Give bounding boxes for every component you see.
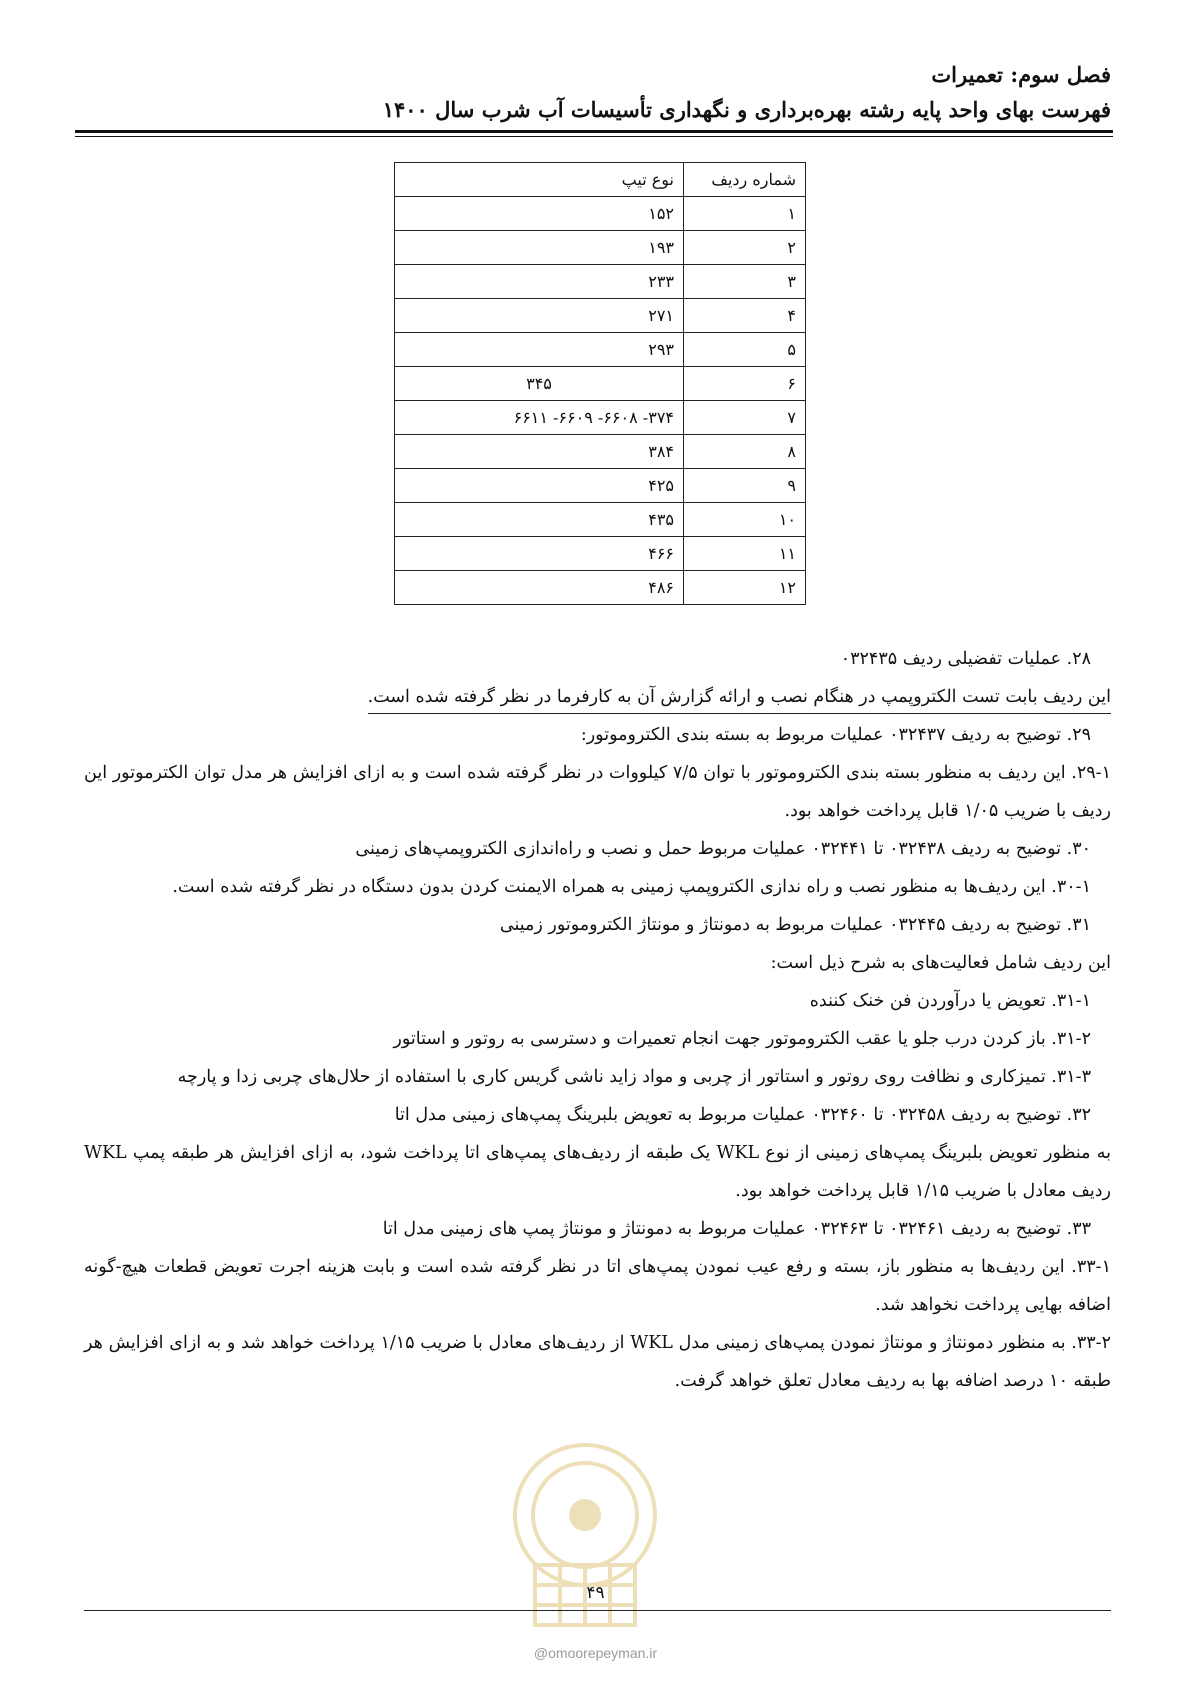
- type-cell: ۴۶۶: [395, 537, 684, 571]
- footer-rule: [84, 1610, 1111, 1611]
- item-30-1: ۳۰-۱. این ردیف‌ها به منظور نصب و راه ندازی الکتروپمپ زمینی به همراه الایمنت کردن بدون دستگاه در نظر گرفته شده است.: [172, 877, 1091, 897]
- item-33-heading: ۳۳. توضیح به ردیف ۰۳۲۴۶۱ تا ۰۳۲۴۶۳ عملیات مربوط به دمونتاژ و مونتاژ پمپ های زمینی مدل اتا: [382, 1219, 1091, 1239]
- table-row: [395, 537, 806, 571]
- table-row: [395, 435, 806, 469]
- watermark-logo: [500, 1435, 670, 1635]
- type-table: [394, 162, 806, 605]
- type-cell: ۳۸۴: [395, 435, 684, 469]
- row-number-cell: ۷: [684, 401, 806, 435]
- table-row: [395, 231, 806, 265]
- item-28-note: [84, 678, 1111, 716]
- item-31-3: ۳۱-۳. تمیزکاری و نظافت روی روتور و استاتور از چربی و مواد زاید ناشی گریس کاری با استفاده از حلال‌های چربی زدا و پارچه: [177, 1067, 1091, 1087]
- table-row: [395, 333, 806, 367]
- table-row: [395, 265, 806, 299]
- table-row: [395, 503, 806, 537]
- table-header-row: [395, 163, 806, 197]
- item-32-body: به منظور تعویض بلبرینگ پمپ‌های زمینی از نوع WKL یک طبقه از ردیف‌های پمپ‌های اتا پرداخت شود، به ازای افزایش هر طبقه پمپ WKL ردیف معادل با ضریب ۱/۱۵ قابل پرداخت خواهد بود.: [84, 1143, 1112, 1201]
- table-row: [395, 571, 806, 605]
- item-32-heading: ۳۲. توضیح به ردیف ۰۳۲۴۵۸ تا ۰۳۲۴۶۰ عملیات مربوط به تعویض بلبرینگ پمپ‌های زمینی مدل اتا: [394, 1105, 1091, 1125]
- item-31-1: ۳۱-۱. تعویض یا درآوردن فن خنک کننده: [809, 991, 1091, 1011]
- type-cell: ۴۳۵: [395, 503, 684, 537]
- row-number-cell: ۳: [684, 265, 806, 299]
- type-cell: ۳۷۴- ۶۶۰۸- ۶۶۰۹- ۶۶۱۱: [395, 401, 684, 435]
- table-row: [395, 299, 806, 333]
- item-33-2: ۳۳-۲. به منظور دمونتاژ و مونتاژ نمودن پمپ‌های زمینی مدل WKL از ردیف‌های معادل با ضریب ۱/۱۵ پرداخت خواهد شد و به ازای افزایش هر طبقه ۱۰ درصد اضافه بها به ردیف معادل تعلق خواهد گرفت.: [84, 1333, 1111, 1391]
- page-number: ۴۹: [586, 1583, 605, 1603]
- row-number-cell: ۶: [684, 367, 806, 401]
- chapter-title: فصل سوم: تعمیرات: [931, 62, 1111, 87]
- row-number-cell: ۵: [684, 333, 806, 367]
- row-number-cell: ۱۱: [684, 537, 806, 571]
- type-cell: ۴۲۵: [395, 469, 684, 503]
- row-number-cell: ۱: [684, 197, 806, 231]
- row-number-cell: ۱۲: [684, 571, 806, 605]
- row-number-cell: ۸: [684, 435, 806, 469]
- item-33-1: ۳۳-۱. این ردیف‌ها به منظور باز، بسته و رفع عیب نمودن پمپ‌های اتا در نظر گرفته شده است و بابت هزینه اجرت تعویض قطعات هیچ-گونه اضافه بهایی پرداخت نخواهد شد.: [84, 1257, 1111, 1315]
- type-cell: ۱۹۳: [395, 231, 684, 265]
- header-rule-thin: [75, 136, 1113, 137]
- row-number-cell: ۹: [684, 469, 806, 503]
- row-number-cell: ۴: [684, 299, 806, 333]
- site-watermark-text: @omoorepeyman.ir: [533, 1645, 658, 1661]
- type-cell: ۲۳۳: [395, 265, 684, 299]
- item-31-intro: این ردیف شامل فعالیت‌های به شرح ذیل است:: [770, 953, 1111, 973]
- type-cell: ۲۷۱: [395, 299, 684, 333]
- item-28-heading: ۲۸. عملیات تفضیلی ردیف ۰۳۲۴۳۵: [840, 649, 1091, 669]
- column-header-type: نوع تیپ: [395, 163, 684, 197]
- item-29-1: ۲۹-۱. این ردیف به منظور بسته بندی الکتروموتور با توان ۷/۵ کیلووات در نظر گرفته شده است و به ازای افزایش هر مدل توان الکترموتور این ردیف با ضریب ۱/۰۵ قابل پرداخت خواهد بود.: [84, 763, 1111, 821]
- type-cell: ۲۹۳: [395, 333, 684, 367]
- item-31-2: ۳۱-۲. باز کردن درب جلو یا عقب الکتروموتور جهت انجام تعمیرات و دسترسی به روتور و استاتور: [393, 1029, 1091, 1049]
- type-cell: ۱۵۲: [395, 197, 684, 231]
- item-30-heading: ۳۰. توضیح به ردیف ۰۳۲۴۳۸ تا ۰۳۲۴۴۱ عملیات مربوط حمل و نصب و راه‌اندازی الکتروپمپ‌های زمینی: [355, 839, 1091, 859]
- body-text: [84, 640, 1111, 1400]
- row-number-cell: ۱۰: [684, 503, 806, 537]
- item-31-heading: ۳۱. توضیح به ردیف ۰۳۲۴۴۵ عملیات مربوط به دمونتاژ و مونتاژ الکتروموتور زمینی: [499, 915, 1091, 935]
- document-title: فهرست بهای واحد پایه رشته بهره‌برداری و نگهداری تأسیسات آب شرب سال ۱۴۰۰: [382, 97, 1111, 122]
- table-row: [395, 401, 806, 435]
- header-rule-thick: [75, 130, 1113, 133]
- table-row: [395, 367, 806, 401]
- table-row: [395, 469, 806, 503]
- type-cell: ۴۸۶: [395, 571, 684, 605]
- table-row: [395, 197, 806, 231]
- type-cell: ۳۴۵: [395, 367, 684, 401]
- row-number-cell: ۲: [684, 231, 806, 265]
- column-header-row-number: شماره ردیف: [684, 163, 806, 197]
- item-28-note-text: این ردیف بابت تست الکتروپمپ در هنگام نصب و ارائه گزارش آن به کارفرما در نظر گرفته شده است.: [368, 684, 1111, 714]
- item-29-heading: ۲۹. توضیح به ردیف ۰۳۲۴۳۷ عملیات مربوط به بسته بندی الکتروموتور:: [580, 725, 1091, 745]
